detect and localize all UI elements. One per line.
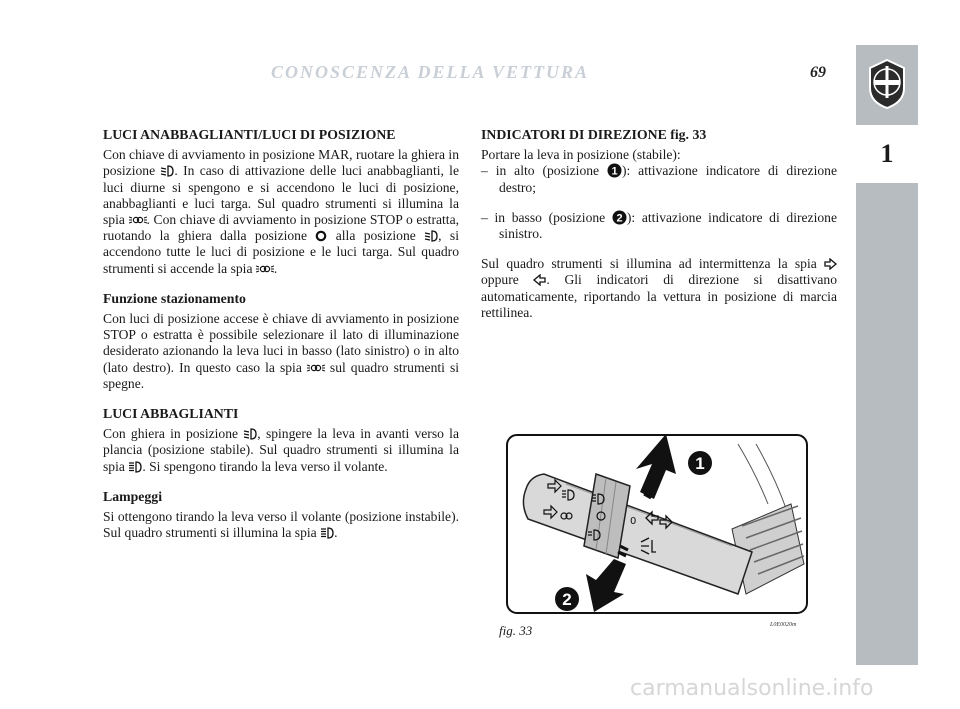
section-title-low-beam: LUCI ANABBAGLIANTI/LUCI DI POSIZIONE [103, 127, 396, 142]
running-header: CONOSCENZA DELLA VETTURA [270, 62, 590, 82]
section-title-flashing: Lampeggi [103, 488, 163, 504]
right-arrow-icon [824, 258, 837, 270]
paragraph-low-beam: Con chiave di avviamento in posizione MAR, ruotare la ghiera in posizione . In caso di attivazione delle luci anabbaglianti, le luci diurne si spengono e si accendono le luci di posizione, anabbaglianti e luci targa. Sul quadro strumenti si illumina la spia . Con chiave di avviamento in posizione STOP o estratta, ruotando la ghiera dalla posizione alla posizione , si accendono tutte le luci di posizione e le luci targa. Sul quadro strumenti si accende la spia . [103, 147, 459, 276]
left-column [103, 127, 459, 555]
figure-caption: fig. 33 [499, 623, 533, 638]
paragraph-flashing: Si ottengono tirando la leva verso il volante (posizione instabile). Sul quadro strumenti si illumina la spia . [103, 509, 459, 541]
list-item-up: – in alto (posizione 1 ): attivazione indicatore di direzione destro; [481, 163, 837, 195]
position-1-badge [607, 163, 622, 178]
figure-code: L0E0020m [770, 622, 797, 628]
right-column [481, 127, 837, 321]
off-position-icon [315, 230, 327, 242]
low-beam-icon [160, 165, 174, 177]
chapter-number: 1 [856, 125, 918, 183]
section-title-direction-indicators: INDICATORI DI DIREZIONE fig. 33 [481, 127, 707, 142]
section-title-high-beam: LUCI ABBAGLIANTI [103, 406, 239, 422]
position-lights-icon [129, 214, 147, 226]
paragraph-parking: Con luci di posizione accese è chiave di avviamento in posizione STOP o estratta è possibile selezionare il lato di illuminazione desiderato azionando la leva luci in basso (lato sinistro) o in alto (lato destro). In questo caso la spia sul quadro strumenti si spegne. [103, 311, 460, 391]
figure-label-2: 2 [562, 590, 572, 609]
position-lights-icon [307, 362, 325, 374]
svg-text:0: 0 [630, 516, 637, 527]
low-beam-icon [243, 428, 257, 440]
paragraph-intro: Portare la leva in posizione (stabile): [481, 147, 681, 163]
page-number: 69 [810, 64, 826, 81]
svg-text:1: 1 [611, 165, 618, 178]
turn-signal-lever-figure [506, 434, 808, 614]
low-beam-icon [424, 230, 438, 242]
list-item-down: – in basso (posizione 2 ): attivazione indicatore di direzione sinistro. [481, 209, 837, 242]
position-lights-icon [256, 263, 274, 275]
high-beam-icon [128, 461, 142, 473]
section-title-parking: Funzione stazionamento [103, 290, 246, 306]
watermark: carmanualsonline.info [630, 676, 874, 701]
figure-label-1: 1 [695, 454, 705, 473]
paragraph-indicator-light: Sul quadro strumenti si illumina ad intermittenza la spia oppure . Gli indicatori di direzione si disattivano automaticamente, riportando la vettura in posizione di marcia rettilinea. [481, 256, 837, 320]
paragraph-high-beam: Con ghiera in posizione , spingere la leva in avanti verso la plancia (posizione stabile). Sul quadro strumenti si illumina la spia . Si spengono tirando la leva verso il volante. [103, 426, 459, 474]
left-arrow-icon [533, 274, 546, 286]
svg-text:2: 2 [616, 212, 623, 225]
high-beam-icon [320, 527, 334, 539]
lancia-logo-icon [866, 58, 908, 110]
position-2-badge [612, 210, 627, 225]
